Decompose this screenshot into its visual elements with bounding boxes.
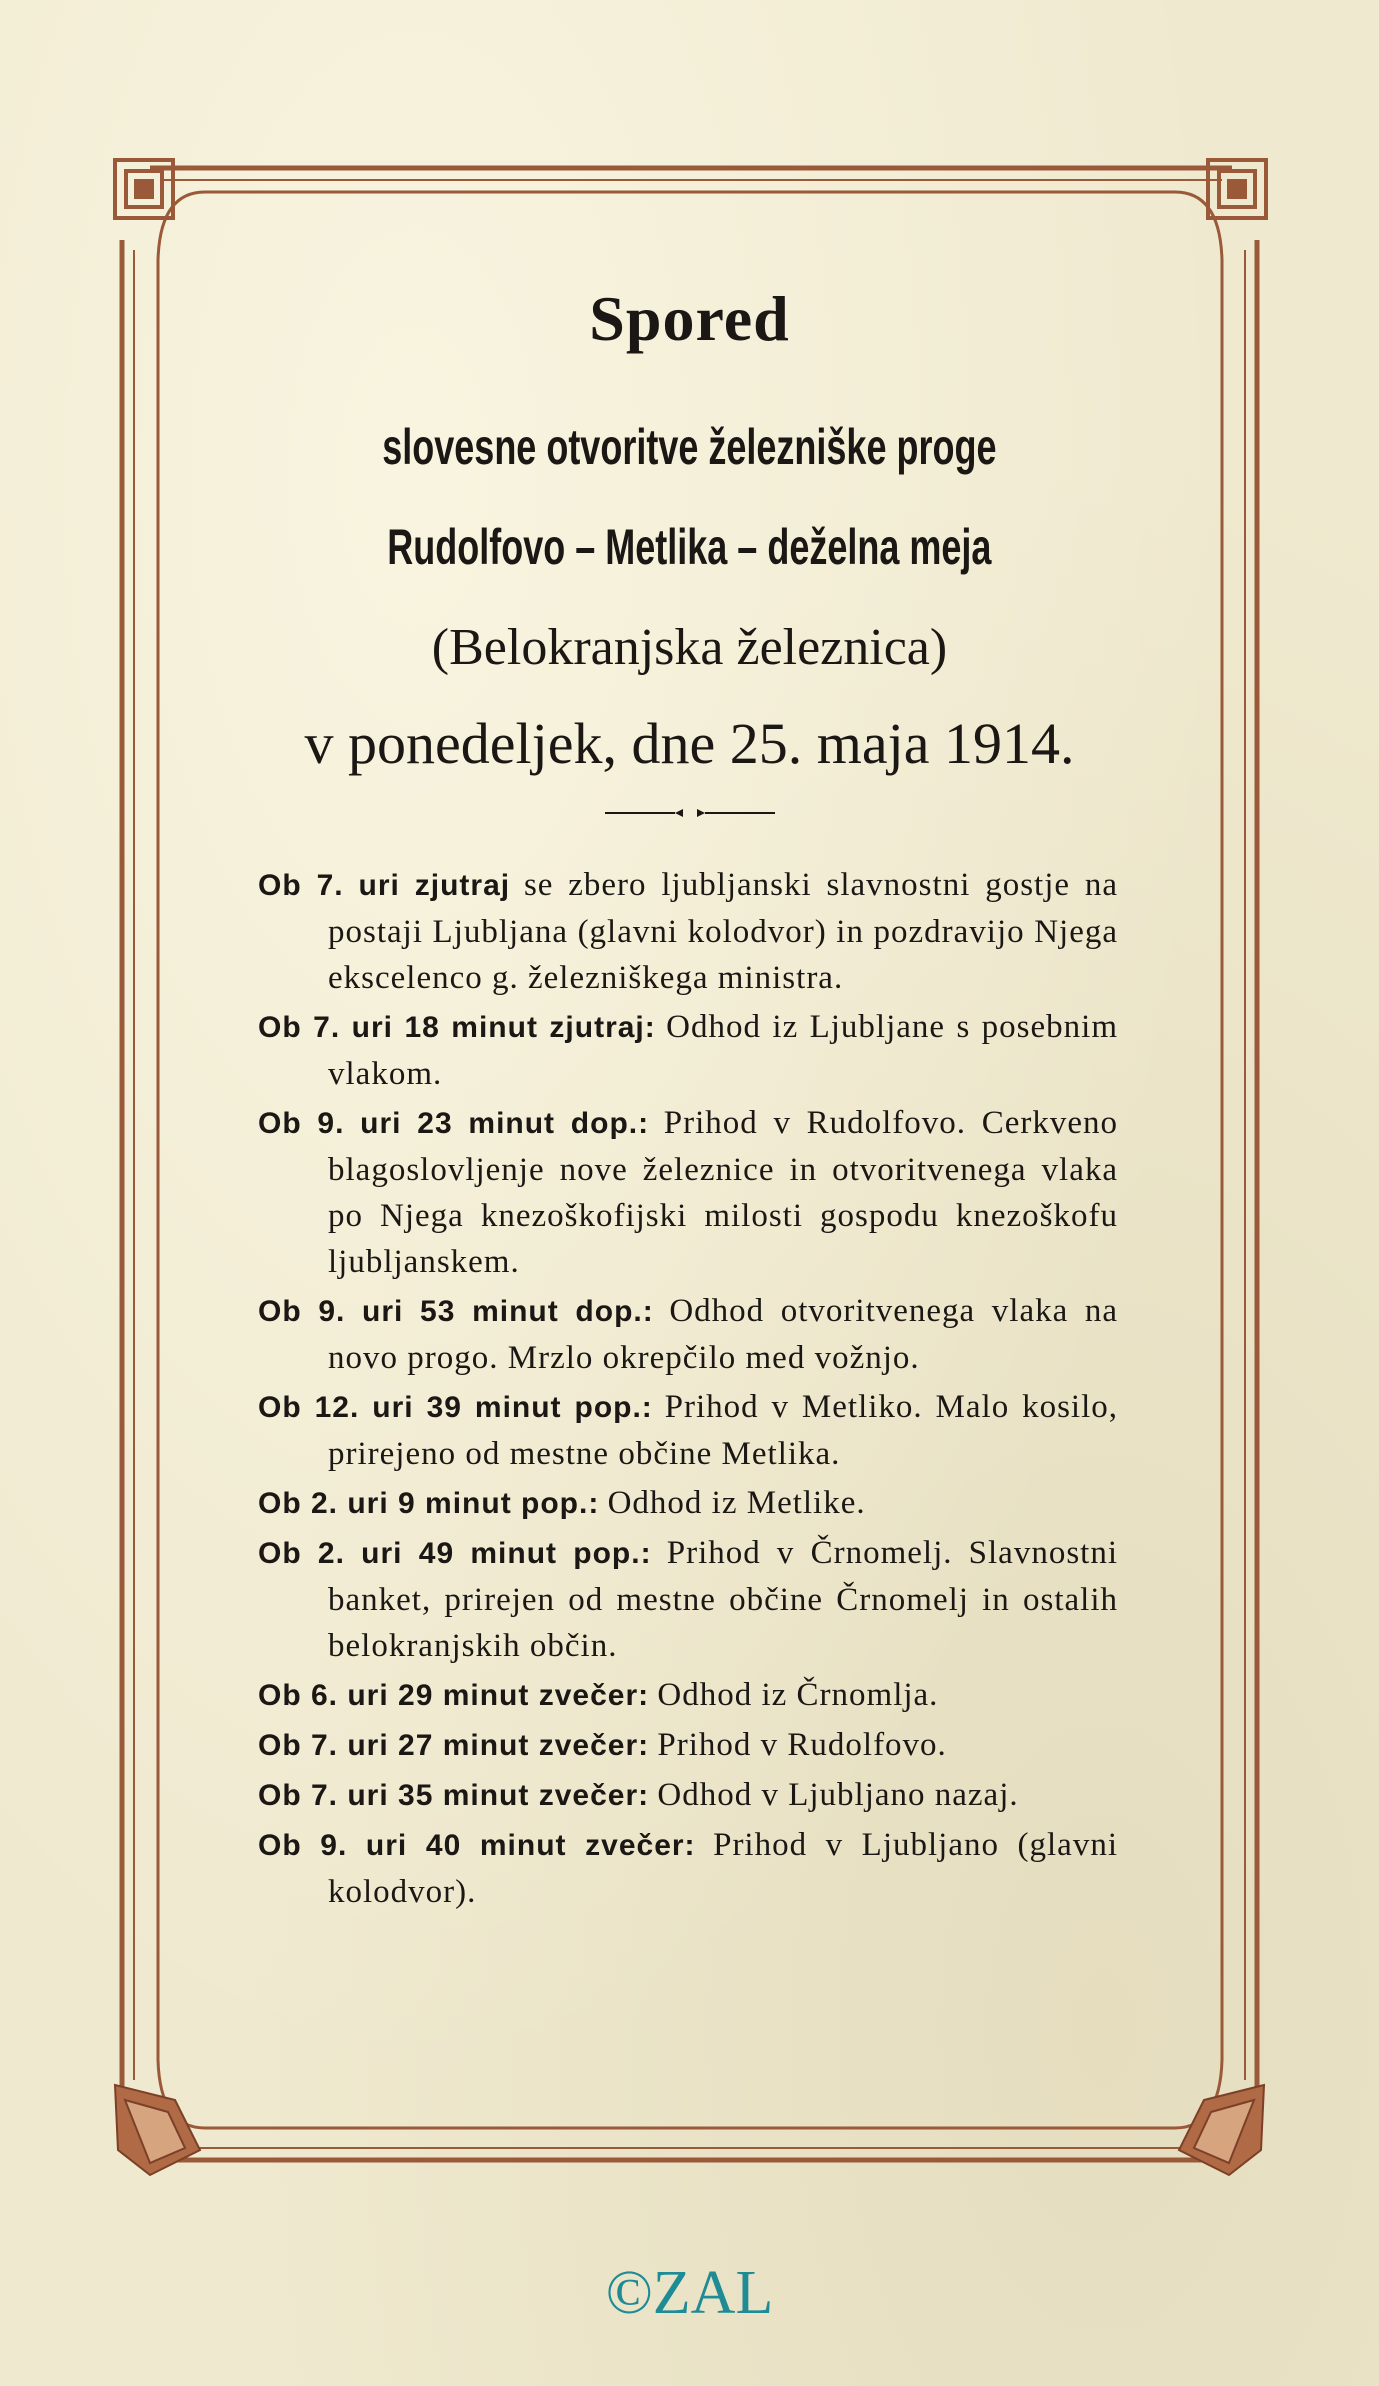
schedule-time: Ob 7. uri 18 minut zjutraj: [258,1011,656,1044]
watermark: ©ZAL [605,2259,774,2327]
schedule-text: Odhod iz Metlike. [607,1485,866,1521]
schedule-time: Ob 7. uri 35 minut zvečer: [258,1779,650,1812]
schedule-item [258,1100,1118,1285]
schedule-item [258,1822,1118,1915]
schedule-item [258,1288,1118,1381]
date-line: v ponedeljek, dne 25. maja 1914. [304,711,1075,776]
schedule-item [258,1722,1118,1769]
schedule-text: Prihod v Rudolfovo. [657,1727,947,1763]
schedule-text: Odhod iz Ljubljane s posebnim vlakom. [328,1009,1119,1092]
schedule-text: Prihod v Ljubljano (glavni kolodvor). [328,1827,1118,1910]
railway-name: (Belokranjska železnica) [431,619,948,676]
schedule-time: Ob 2. uri 49 minut pop.: [258,1537,652,1570]
schedule-text: Odhod iz Črnomlja. [657,1677,939,1713]
schedule-time: Ob 7. uri 27 minut zvečer: [258,1729,650,1762]
subtitle-line-1: slovesne otvoritve železniške proge [382,419,997,475]
schedule-item [258,1772,1118,1819]
schedule-time: Ob 9. uri 53 minut dop.: [258,1295,654,1328]
subtitle-line-2: Rudolfovo – Metlika – deželna meja [387,519,992,575]
schedule-text: Prihod v Črnomelj. Slavnostni banket, prirejen od mestne občine Črnomelj in ostalih belokranjskih občin. [328,1535,1119,1664]
schedule-text: Odhod otvoritvenega vlaka na novo progo. Mrzlo okrepčilo med vožnjo. [328,1293,1118,1376]
schedule-time: Ob 2. uri 9 minut pop.: [258,1487,600,1520]
schedule-time: Ob 9. uri 23 minut dop.: [258,1107,650,1140]
schedule-item [258,1530,1118,1669]
schedule-time: Ob 7. uri zjutraj [258,869,511,902]
schedule-text: Odhod v Ljubljano nazaj. [657,1777,1019,1813]
schedule-list [258,862,1118,1918]
schedule-time: Ob 6. uri 29 minut zvečer: [258,1679,650,1712]
schedule-item [258,1480,1118,1527]
document-title: Spored [589,283,790,354]
schedule-item [258,1672,1118,1719]
schedule-text: Prihod v Rudolfovo. Cerkveno blagoslovljenje nove železnice in otvoritvenega vlaka po Njega knezoškofijski milosti gospodu knezoškofu ljubljanskem. [328,1105,1118,1280]
schedule-item [258,1004,1118,1097]
schedule-item [258,862,1118,1001]
schedule-time: Ob 9. uri 40 minut zvečer: [258,1829,696,1862]
schedule-text: se zbero ljubljanski slavnostni gostje na postaji Ljubljana (glavni kolodvor) in pozdravijo Njega ekscelenco g. železniškega ministra. [328,867,1118,996]
schedule-item [258,1384,1118,1477]
ornamental-divider [605,806,775,820]
schedule-time: Ob 12. uri 39 minut pop.: [258,1391,653,1424]
schedule-text: Prihod v Metliko. Malo kosilo, prirejeno od mestne občine Metlika. [328,1389,1118,1472]
